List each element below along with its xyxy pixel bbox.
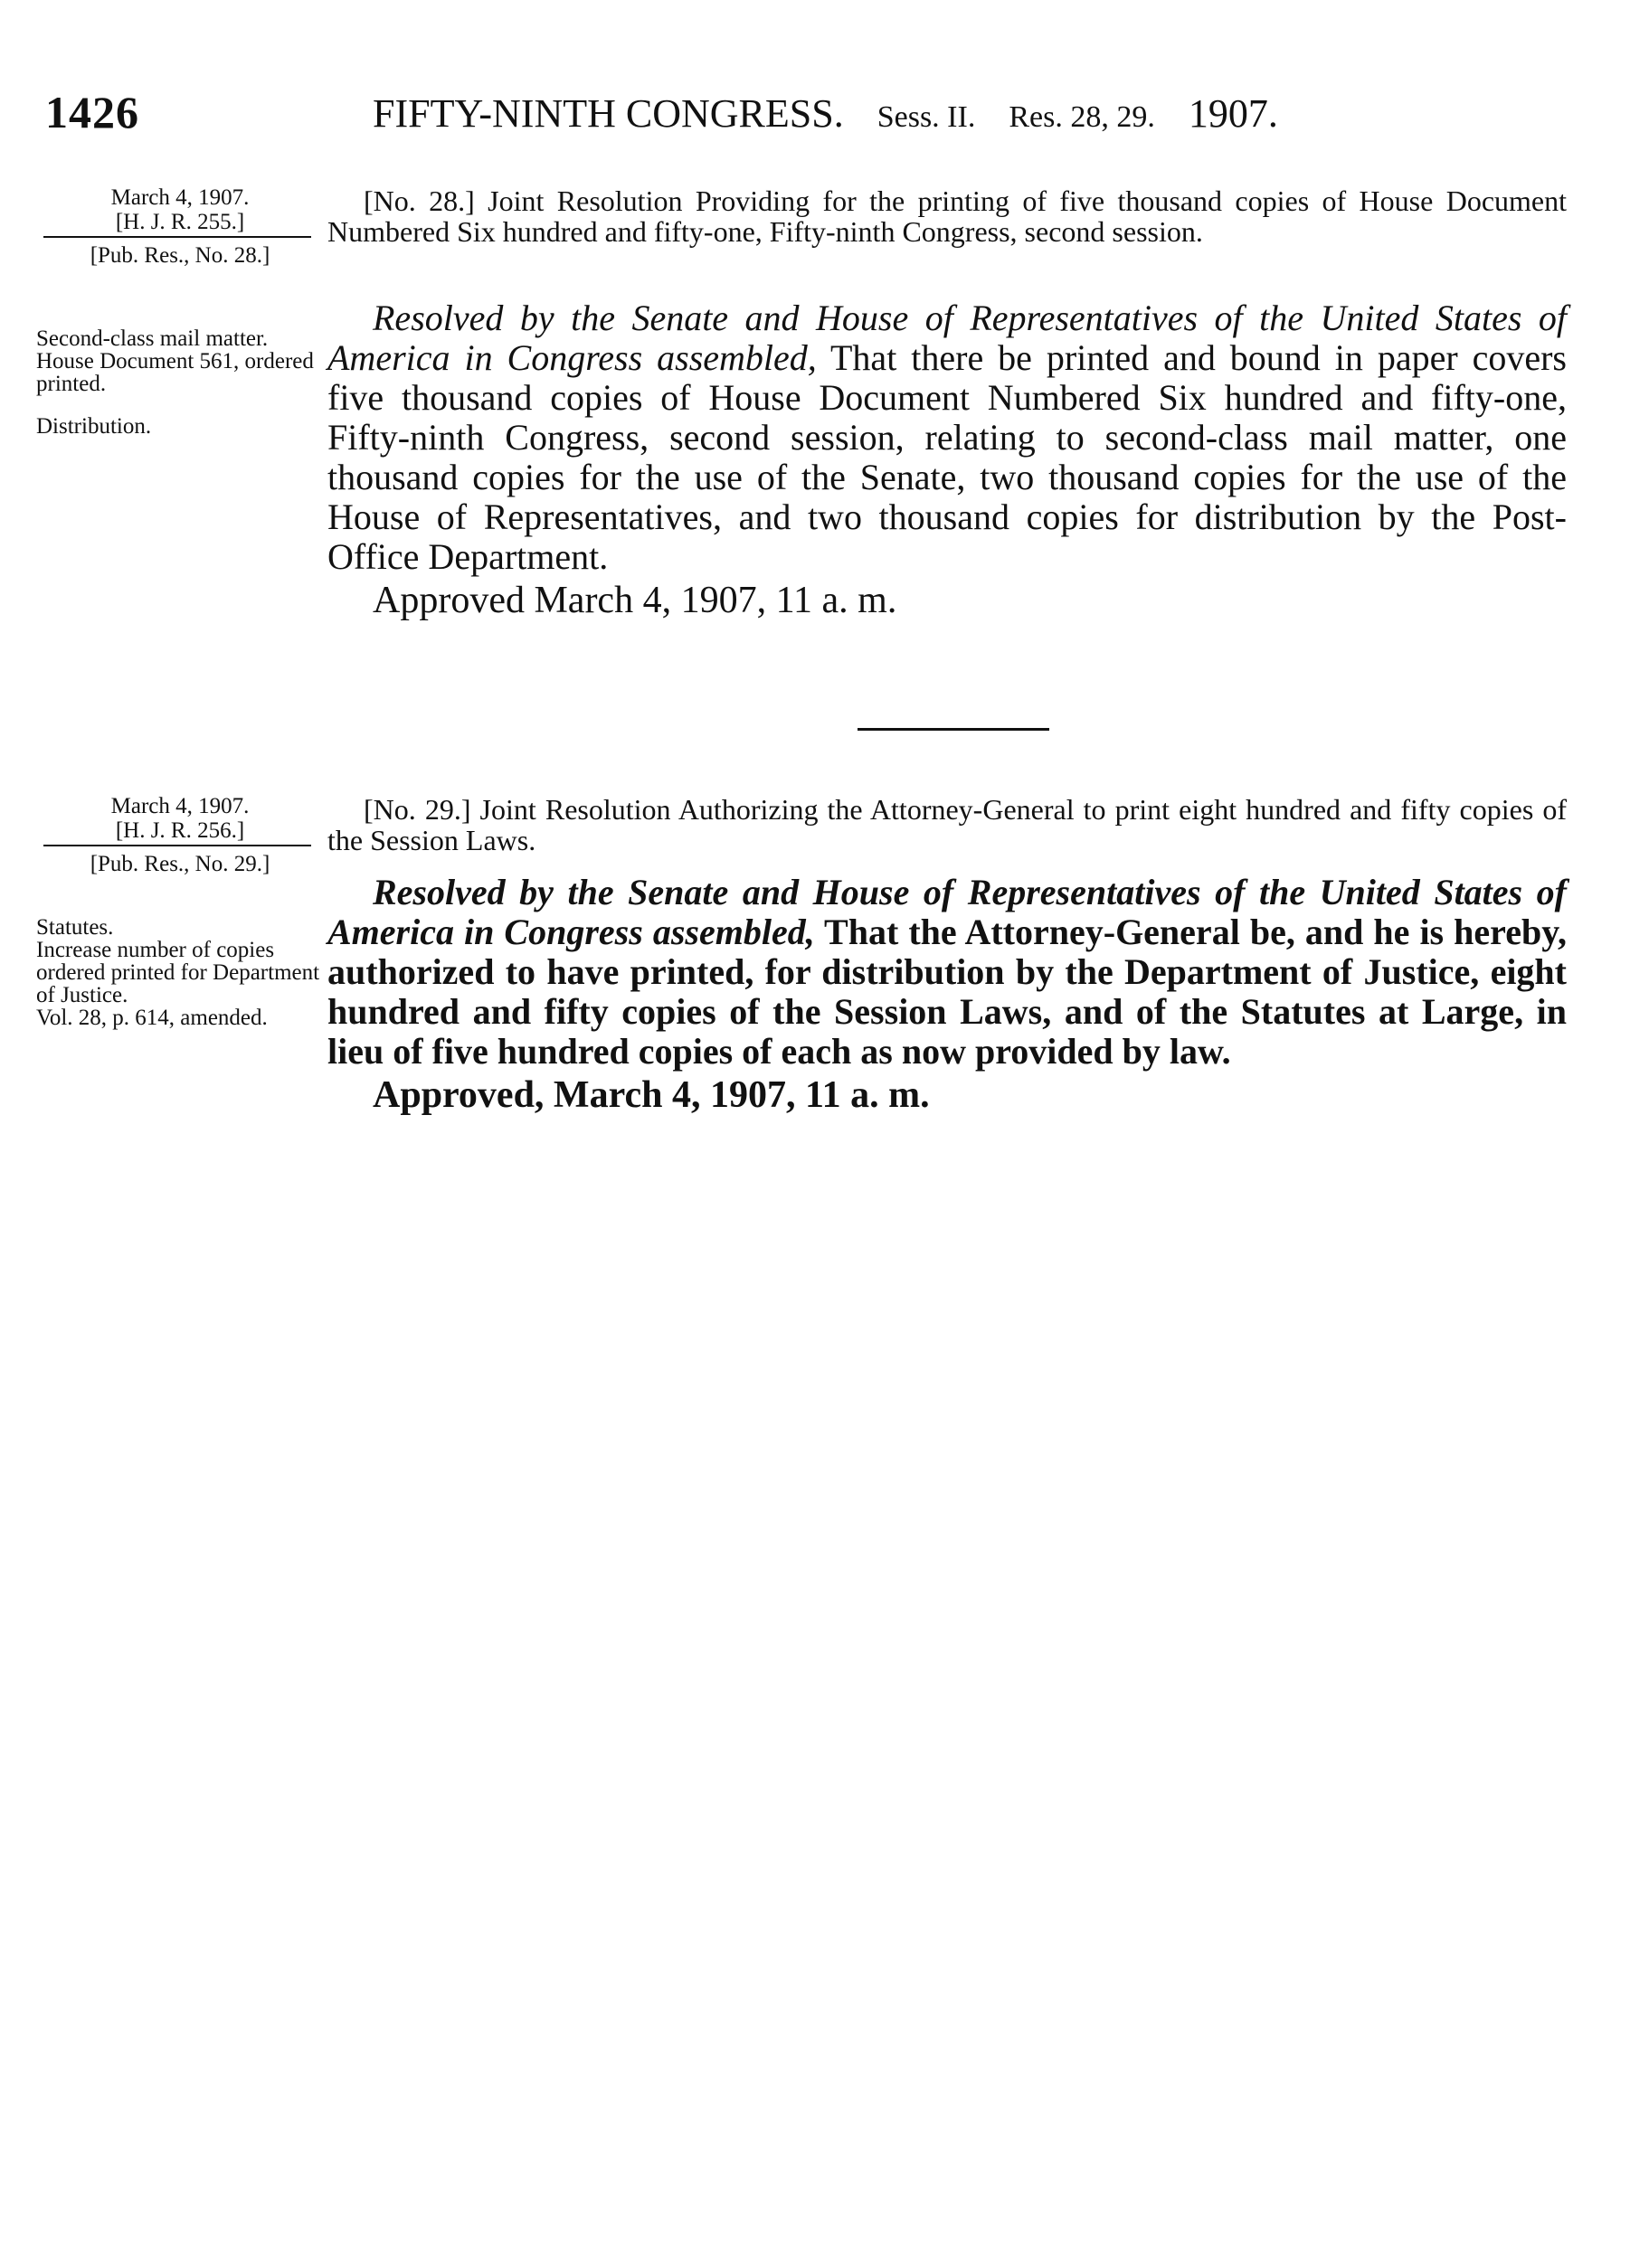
res29-margin xyxy=(36,794,324,1029)
res28-note-distribution: Distribution. xyxy=(36,414,152,439)
res29-heading: [No. 29.] Joint Resolution Authorizing the Attorney-General to print eight hundred and fifty copies of the Session Laws. xyxy=(327,793,1567,856)
section-divider xyxy=(858,728,1049,731)
res28-note-document: House Document 561, ordered printed. xyxy=(36,349,314,396)
res28-date: March 4, 1907. xyxy=(110,185,250,210)
res28-margin xyxy=(36,185,324,438)
res28-pubres: [Pub. Res., No. 28.] xyxy=(90,243,270,268)
res29-date: March 4, 1907. xyxy=(110,794,250,818)
res28-heading: [No. 28.] Joint Resolution Providing for the printing of five thousand copies of House Document Numbered Six hundred and fifty-one, Fifty-ninth Congress, second session. xyxy=(327,184,1567,248)
res29-note-amended: Vol. 28, p. 614, amended. xyxy=(36,1006,268,1030)
res29-hjr: [H. J. R. 256.] xyxy=(115,818,245,843)
res28-approved: Approved March 4, 1907, 11 a. m. xyxy=(373,580,897,621)
res29-body xyxy=(327,873,1567,1115)
res28-margin-rule xyxy=(43,236,311,238)
res29-note-increase: Increase number of copies ordered printed for Department of Justice. xyxy=(36,938,320,1007)
resolutions-label: Res. 28, 29. xyxy=(1009,100,1155,134)
res28-text: That there be printed and bound in paper covers five thousand copies of House Document Numbered Six hundred and fifty-one, Fifty-ninth Congress, second session, relating to second-class mail matter, one thousand copies for the use of the Senate, two thousand copies for the use of the House of Representatives, and two thousand copies for distribution by the Post-Office Department. xyxy=(327,337,1567,577)
res28-hjr: [H. J. R. 255.] xyxy=(115,210,245,234)
header-year: 1907. xyxy=(1188,91,1278,136)
res29-margin-rule xyxy=(43,845,311,846)
congress-title: FIFTY-NINTH CONGRESS. xyxy=(373,91,844,136)
res28-body xyxy=(327,298,1567,620)
session-label: Sess. II. xyxy=(877,100,976,134)
res28-enacting-clause: Resolved by the Senate and House of Representatives of the United States of America in Congress assembled, xyxy=(327,298,1567,378)
res29-pubres: [Pub. Res., No. 29.] xyxy=(90,852,270,876)
res29-text: That the Attorney-General be, and he is hereby, authorized to have printed, for distribution by the Department of Justice, eight hundred and fifty copies of the Session Laws, and of the Statutes at Large, in lieu of five hundred copies of each as now provided by law. xyxy=(327,912,1567,1072)
res29-note-statutes: Statutes. xyxy=(36,915,114,940)
res29-approved: Approved, March 4, 1907, 11 a. m. xyxy=(373,1074,930,1116)
running-header xyxy=(373,90,1521,137)
res28-note-mail: Second-class mail matter. xyxy=(36,326,269,351)
page-number: 1426 xyxy=(45,87,139,137)
res29-enacting-clause: Resolved by the Senate and House of Representatives of the United States of America in Congress assembled, xyxy=(327,872,1567,952)
